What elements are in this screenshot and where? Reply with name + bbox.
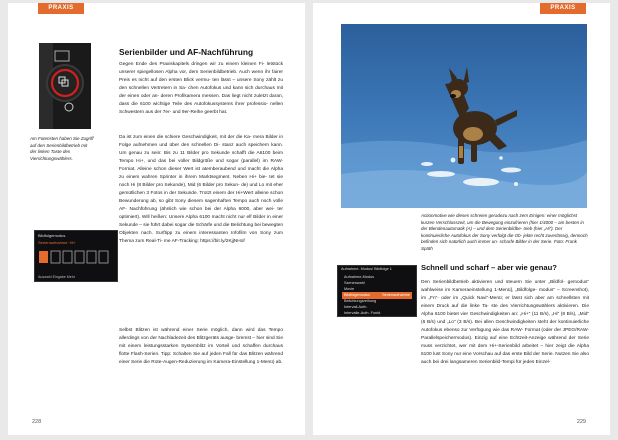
left-page-number: 228 — [32, 419, 42, 425]
menu-item[interactable]: Intervall-Aufn. — [344, 305, 368, 309]
dog-running-photo — [341, 24, 587, 208]
section-tab-right: PRAXIS — [540, 3, 586, 14]
camera-caption: Am Fotensten haben Sie Zugriff auf den Serienbildbetrieb mit der linken Taste des Vierrichtungswählers. — [30, 136, 94, 161]
left-page-title: Serienbilder und AF-Nachführung — [119, 47, 254, 57]
screen-footer: Auswahl Eingabe Mehr — [38, 275, 75, 279]
drive-button-icon — [39, 43, 91, 129]
shooting-menu-screen — [337, 265, 417, 317]
section-tab-left: PRAXIS — [38, 3, 84, 14]
menu-item[interactable]: Intervalle-Aufn. Funkt. — [344, 311, 382, 315]
menu-item[interactable]: Szenenwahl — [344, 281, 365, 285]
left-paragraph-2: Da ist zum einen die schiere Geschwindigkeit, mit der die Ka- mera Bilder in Folge aufnehmen und über den schnellen Di- stanz auch speichern kann. Um genau zu sein: Bis zu 11 Bilder pro Sekunde schafft die A6100 beim Tempo Hi+, und das bei voller Bildgröße und sogar (parallel) im RAW-Format. Alleine schon dieser Wert ist atemberaubend und macht die Alpha zu einem wahren Sprinter in ihrem Marktsegment. Neben Hi+ bie- tet sie noch Hi (8 Bilder pro Sekunde), Mid (6 Bilder pro Sekun- de) und Lo mit eher gemütlichen 3 Fotos in der Sekunde. Trotzt einem der Hi+Wert alleine schon Bewunderung ab, so gibt Sony diesem sagenhaften Tempo auch noch volle AF- Nachführung (ähnlich wie schon bei der Alpha 6000, aber wei- ter optimiert). Will heißen: Unsere Alpha 6100 macht nicht nur elf Bilder in einer Sekunde – sie führt dabei sogar die Schärfe und die Belichtung bei bewegten Objekten nach. Surftipp zu einem interessanten Infofilm von Sony zum Thema zum Real-Ti- me AF-Tracking: https://bit.ly/2KjjNHof — [119, 135, 284, 244]
right-section-title: Schnell und scharf – aber wie genau? — [421, 263, 557, 272]
dog-photo-graphic — [341, 24, 587, 208]
menu-item-label: Bildfolgemodus — [344, 293, 370, 297]
menu-item-value: Serienaufnahme — [382, 293, 410, 297]
left-page — [8, 3, 305, 435]
photo-caption: Actionmotive wie dieses schreien geradezu nach zem Einigen: einer möglichst kurzen Verschlusszeit, um die Bewegung einzufrieren (hier 1/4000 – am besten in der Blendenautomatik (A) – und dem Serienbildbe- trieb (hier „Hi“). Der kontinuierliche Autofokus der Sony verfolgt die Ob- jekte recht zuverlässig, dennoch befinden sich natürlich auch immer un- scharfe Bilder in der Serie. Foto: Frank Späth — [421, 213, 588, 251]
left-paragraph-3: Selbst Blitzen ist während einer Serie möglich, dann wird das Tempo allerdings von der Nachladezeit des Blitzgeräts ausge- bremst – hier sind Sie mit einem leistungsstarken Systemblitz im Vorteil und schaffen durchaus flotte Flash-Serien. Tipp: Schalten Sie auf jeden Fall für das Blitzen während einer Serie die Rote-Augen-Reduzierung im Kamera-Einstellung 1-Menü) ab. — [119, 328, 283, 365]
right-page — [313, 3, 610, 435]
right-page-number: 229 — [576, 419, 586, 425]
left-paragraph-1: Gegen Ende des Praxiskapitels dringen wir zu einem kleinen Fi- letstück unserer spiegellosen Alpha vor, dem Serienbildbetrieb. Auch wenn ihr fairer Preis es nicht auf den ersten Blick vermu- ten lässt – unsere Sony zählt zu den schnellen Vertretern in Sa- chen Autofokus und kann sich durchaus mit der einen oder an- deren Profikamera messen. Das liegt nicht zuletzt daran, dass die 6100 wichtige Teile des Autofokussystems ihrer professio- nellen Schwestern aus der 7er- und 9er-Reihe geerbt hat. — [119, 62, 283, 115]
menu-title: Aufnahme- Modus/ Bildfolge 1 — [341, 267, 392, 271]
camera-closeup-photo — [39, 43, 91, 129]
menu-item[interactable]: Aufnahme-Modus — [344, 275, 374, 279]
screen-title: Bildfolgemodus — [38, 233, 66, 238]
right-paragraph-1: Den Serienbildbetrieb aktivieren und steuern Sie unter „Bildfol- gemodus“ wahlweise im Kameraeinstellung 1-Menü], „Bildfolge- modus“ – Screenshot), im „Fn“- oder im „Quick Navi“-Menü; er lässt sich aber am schnellsten mit einem Druck auf die linke Ta- ste des Vierrichtungswählers aktivieren. Die Alpha 6100 bietet vier Geschwindigkeiten an: „Hi+“ (11 B/s), „Hi“ (8 B/s), „Mid“ (6 B/s) und „Lo“ (3 B/s). Bei allen Geschwindigkeiten steht der kontinuierliche Autofokus ebenso zur Verfügung wie das RAW- Format (oder der JPEG/RAW-Parallelspeichermodus). Einzig auf eine Echtzeit-Anzeige während der Serie muss verzichtet, wer mit dem Hi+-Serienbild arbeitet – hier zeigt die Alpha 6100 lust Sony nur eine Vorschau auf das erste Bild der Serie. Nutzen Sie also auch bei drei langsameren Serienbild-Tempi für jedes Einzel- — [421, 280, 589, 365]
menu-item[interactable]: Movie — [344, 287, 355, 291]
drive-mode-screen — [34, 230, 118, 282]
screen-subtitle: Serienaufnahme: Hi+ — [38, 240, 76, 245]
drive-mode-icons — [39, 249, 113, 267]
menu-item[interactable]: Belichtungsreihung — [344, 299, 377, 303]
